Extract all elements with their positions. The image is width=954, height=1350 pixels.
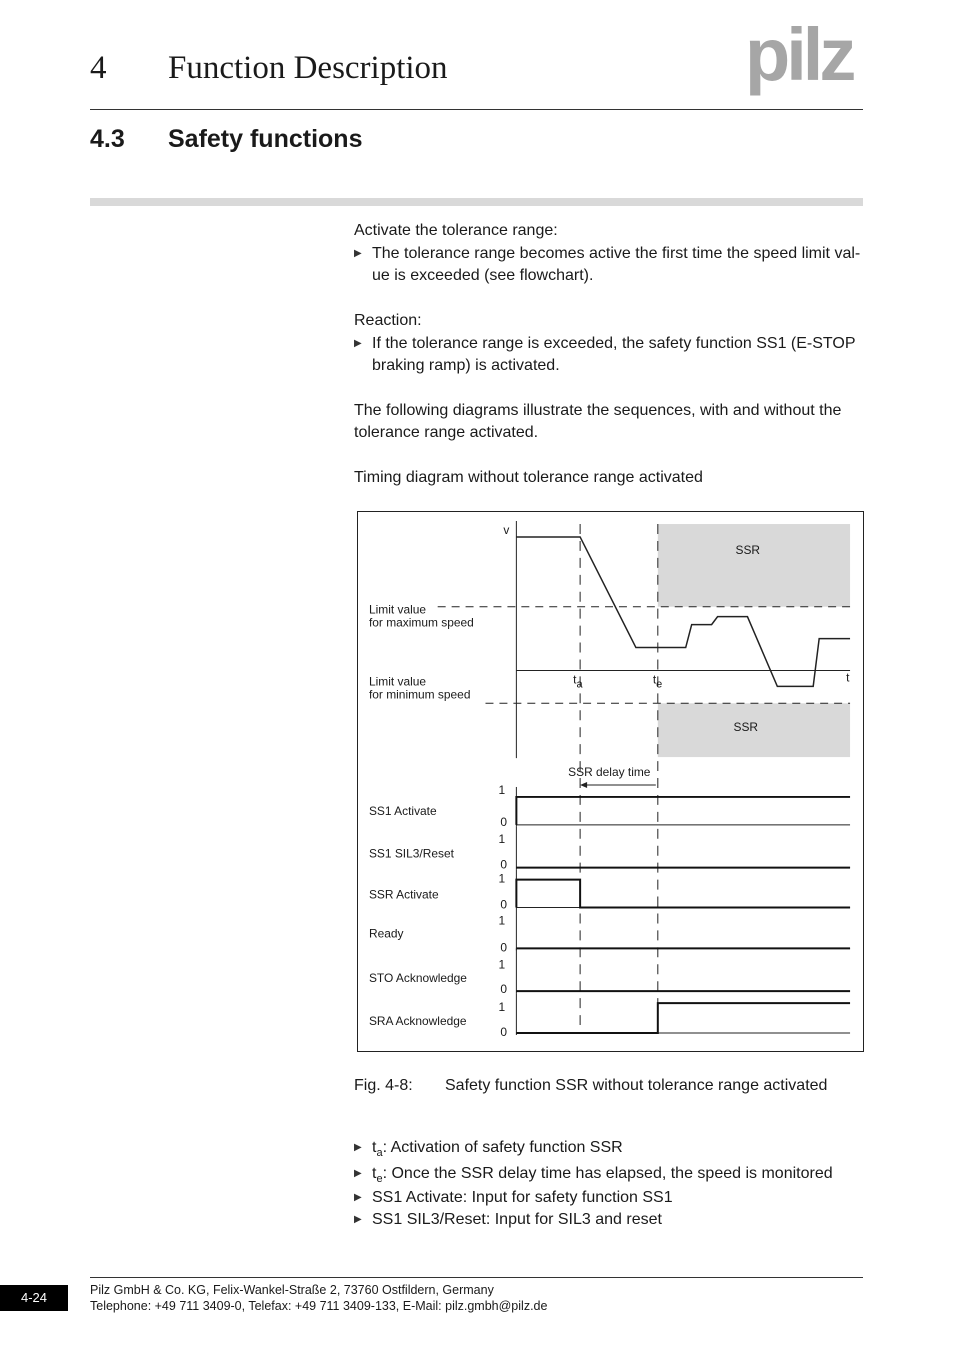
header-rule <box>90 109 863 110</box>
signal-label-ssr-activate: SSR Activate <box>368 887 439 902</box>
paragraph-line: tolerance range activated. <box>354 424 539 441</box>
bullet-arrow-icon: ▶ <box>354 338 362 349</box>
bullet-arrow-icon: ▶ <box>354 1168 362 1179</box>
footer-address: Pilz GmbH & Co. KG, Felix-Wankel-Straße 2, 73760 Ostfildern, Germany <box>90 1283 494 1297</box>
signal-high-label: 1 <box>498 957 506 972</box>
signal-high-label: 1 <box>498 913 506 928</box>
footer-rule <box>90 1277 863 1278</box>
ssr-delay-label: SSR delay time <box>568 765 651 780</box>
signal-trace-ssr-activate <box>516 880 850 908</box>
bullet-arrow-icon: ▶ <box>354 1192 362 1203</box>
ssr-label-bottom: SSR <box>733 720 759 735</box>
signal-low-label: 0 <box>500 1024 508 1039</box>
paragraph-line: The following diagrams illustrate the sequences, with and without the <box>354 402 842 419</box>
signal-trace-ss1-activate <box>516 797 850 825</box>
section-number: 4.3 <box>90 125 125 153</box>
bullet-arrow-icon: ▶ <box>354 1214 362 1225</box>
paragraph-activate: Activate the tolerance range: <box>354 222 558 239</box>
bullet-line: braking ramp) is activated. <box>372 357 560 374</box>
te-label: te <box>652 672 663 691</box>
t-axis-label: t <box>846 670 850 685</box>
v-axis-label: v <box>503 522 510 537</box>
limit-max-label-2: for maximum speed <box>368 615 474 630</box>
section-title: Safety functions <box>168 125 363 153</box>
ta-label: ta <box>573 672 583 691</box>
signal-trace-sra-acknowledge <box>516 1003 850 1033</box>
bullet-arrow-icon: ▶ <box>354 1142 362 1153</box>
limit-min-label-1: Limit value <box>368 674 427 689</box>
signal-high-label: 1 <box>498 871 506 886</box>
signal-low-label: 0 <box>500 982 508 997</box>
timing-diagram <box>357 511 864 1052</box>
figure-caption: Safety function SSR without tolerance range activated <box>445 1077 828 1094</box>
signal-label-sto-acknowledge: STO Acknowledge <box>368 971 467 986</box>
ssr-delay-arrowhead <box>580 782 587 788</box>
section-divider <box>90 198 863 206</box>
signal-low-label: 0 <box>500 814 508 829</box>
signal-traces <box>369 783 850 1039</box>
bullet-line: The tolerance range becomes active the first time the speed limit val- <box>372 245 861 262</box>
chapter-number: 4 <box>90 50 107 86</box>
signal-label-ss1-activate: SS1 Activate <box>368 803 437 818</box>
bullet-reaction <box>354 333 864 377</box>
paragraph-reaction: Reaction: <box>354 312 422 329</box>
signal-label-ss1-sil3-reset: SS1 SIL3/Reset <box>368 846 454 861</box>
bullet-line: ue is exceeded (see flowchart). <box>372 267 594 284</box>
signal-low-label: 0 <box>500 940 508 955</box>
bullet-tolerance-active <box>354 243 864 287</box>
page-number: 4-24 <box>0 1285 68 1311</box>
signal-high-label: 1 <box>498 831 506 846</box>
pilz-logo <box>745 22 867 98</box>
ssr-region-top <box>658 524 850 607</box>
note-te: ▶ $t_e$: Once the SSR delay time has elapsed, the speed is monitored <box>354 1165 833 1186</box>
note-ta: ▶ $t_a$: Activation of safety function SSR <box>354 1139 623 1160</box>
limit-min-label-2: for minimum speed <box>368 687 471 702</box>
footer-contact: Telephone: +49 711 3409-0, Telefax: +49 711 3409-133, E-Mail: pilz.gmbh@pilz.de <box>90 1299 548 1313</box>
signal-low-label: 0 <box>500 857 508 872</box>
bullet-arrow-icon: ▶ <box>354 248 362 259</box>
signal-label-ready: Ready <box>368 926 404 941</box>
signal-high-label: 1 <box>498 782 506 797</box>
limit-max-label-1: Limit value <box>368 602 427 617</box>
chapter-title: Function Description <box>168 50 448 86</box>
signal-low-label: 0 <box>500 897 508 912</box>
figure-label: Fig. 4-8: <box>354 1077 413 1094</box>
signal-high-label: 1 <box>498 1000 506 1015</box>
ssr-label-top: SSR <box>735 542 761 557</box>
paragraph-diagrams <box>354 400 864 444</box>
signal-label-sra-acknowledge: SRA Acknowledge <box>368 1014 467 1029</box>
note-ss1-activate: ▶ SS1 Activate: Input for safety function SS1 <box>354 1187 864 1209</box>
bullet-line: If the tolerance range is exceeded, the safety function SS1 (E-STOP <box>372 335 856 352</box>
logo-text: pilz <box>745 22 853 96</box>
note-ss1-sil3: ▶ SS1 SIL3/Reset: Input for SIL3 and reset <box>354 1209 864 1231</box>
paragraph-timing-title: Timing diagram without tolerance range activated <box>354 469 703 486</box>
